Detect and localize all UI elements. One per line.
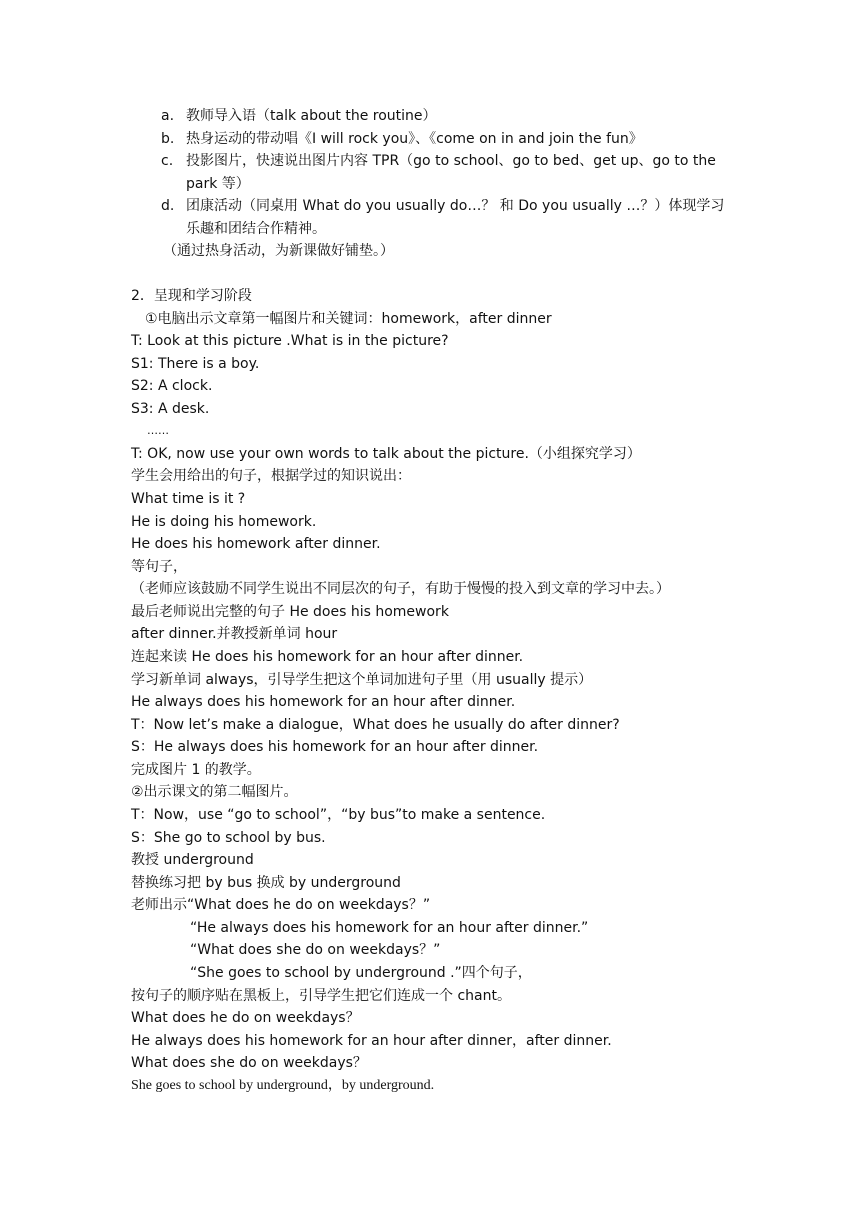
text-line: “What does she do on weekdays？” [190, 942, 441, 958]
text-line: What time is it ? [131, 491, 246, 507]
text-line: He does his homework after dinner. [131, 536, 381, 552]
list-item-text: 投影图片，快速说出图片内容 TPR（go to school、go to bed、get up、go to the [186, 153, 716, 169]
text-line: S2: A clock. [131, 378, 213, 394]
text-line: She goes to school by underground，by underground. [131, 1078, 435, 1093]
list-item-text: 乐趣和团结合作精神。 [186, 221, 326, 237]
text-line: He always does his homework for an hour after dinner，after dinner. [131, 1033, 612, 1049]
text-line: T：Now，use “go to school”，“by bus”to make a sentence. [131, 807, 546, 823]
list-marker: d. [161, 198, 175, 214]
warmup-note: （通过热身活动，为新课做好铺垫。） [163, 243, 394, 259]
text-line: after dinner.并教授新单词 hour [131, 626, 338, 642]
section-heading: 2．呈现和学习阶段 [131, 288, 252, 304]
list-item-text: park 等） [186, 176, 250, 192]
list-marker: c. [161, 153, 174, 169]
text-line: S3: A desk. [131, 401, 210, 417]
list-item-text: 热身运动的带动唱《I will rock you》、《come on in and join the fun》 [186, 131, 643, 147]
text-line: S：She go to school by bus. [131, 830, 326, 846]
list-item-text: 教师导入语（talk about the routine） [186, 108, 437, 124]
list-item-text: 团康活动（同桌用 What do you usually do…？ 和 Do you usually …？）体现学习 [186, 198, 725, 214]
text-line: S：He always does his homework for an hour after dinner. [131, 739, 539, 755]
text-line: T: OK, now use your own words to talk about the picture.（小组探究学习） [131, 446, 641, 462]
text-line: T：Now let’s make a dialogue，What does he usually do after dinner? [131, 717, 620, 733]
text-line: 学习新单词 always，引导学生把这个单词加进句子里（用 usually 提示） [131, 672, 593, 688]
list-marker: b. [161, 131, 175, 147]
text-line: “She goes to school by underground .”四个句子， [190, 965, 532, 981]
section-intro: ①电脑出示文章第一幅图片和关键词：homework，after dinner [145, 311, 552, 327]
text-line: 最后老师说出完整的句子 He does his homework [131, 604, 449, 620]
text-line: S1: There is a boy. [131, 356, 260, 372]
text-line: 连起来读 He does his homework for an hour after dinner. [131, 649, 524, 665]
text-line: ②出示课文的第二幅图片。 [131, 784, 298, 800]
text-line: 等句子， [131, 559, 187, 575]
text-line: What does she do on weekdays？ [131, 1055, 367, 1071]
text-line: 教授 underground [131, 852, 254, 868]
text-line: 完成图片 1 的教学。 [131, 762, 261, 778]
text-line: What does he do on weekdays？ [131, 1010, 360, 1026]
text-line: 按句子的顺序贴在黑板上，引导学生把它们连成一个 chant。 [131, 988, 511, 1004]
text-line: He is doing his homework. [131, 514, 317, 530]
text-line: T: Look at this picture .What is in the picture? [131, 333, 449, 349]
text-line: （老师应该鼓励不同学生说出不同层次的句子，有助于慢慢的投入到文章的学习中去。） [131, 581, 670, 597]
text-line: 老师出示“What does he do on weekdays？” [131, 897, 431, 913]
ellipsis-line: …… [147, 424, 169, 437]
list-marker: a. [161, 108, 175, 124]
text-line: 替换练习把 by bus 换成 by underground [131, 875, 401, 891]
text-line: He always does his homework for an hour after dinner. [131, 694, 516, 710]
text-line: 学生会用给出的句子，根据学过的知识说出： [131, 468, 411, 484]
text-line: “He always does his homework for an hour after dinner.” [190, 920, 589, 936]
